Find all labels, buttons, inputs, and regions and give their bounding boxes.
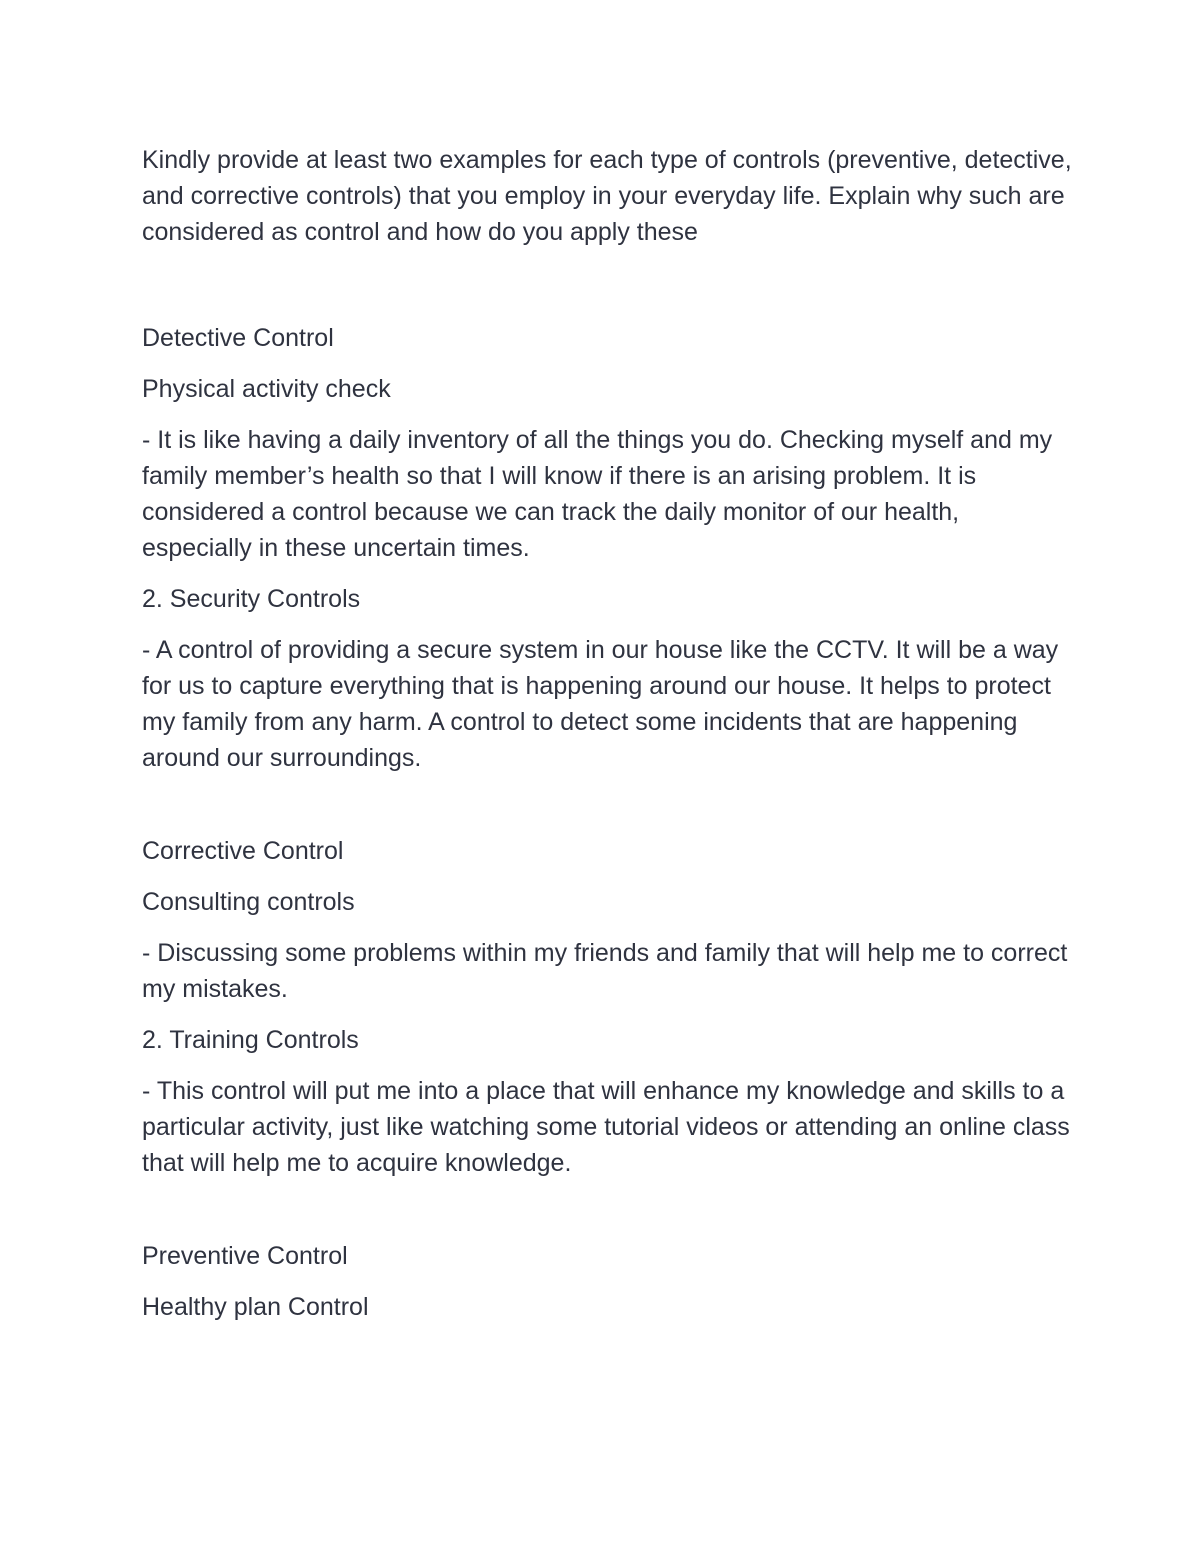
detective-item2-title: 2. Security Controls <box>142 585 361 613</box>
detective-item1-text: - It is like having a daily inventory of all the things you do. Checking myself and my family member’s health so that I will know if there is an arising problem. It is considered a control because we can track the daily monitor of our health, especially in these uncertain times. <box>142 426 1053 562</box>
corrective-item2-text: - This control will put me into a place that will enhance my knowledge and skills to a particular activity, just like watching some tutorial videos or attending an online class that will help me to acquire knowledge. <box>142 1077 1070 1177</box>
corrective-item1-text: - Discussing some problems within my friends and family that will help me to correct my mistakes. <box>142 939 1068 1003</box>
intro-paragraph: Kindly provide at least two examples for each type of controls (preventive, detective, and corrective controls) that you employ in your everyday life. Explain why such are considered as control and how do you apply these <box>142 146 1072 246</box>
corrective-heading: Corrective Control <box>142 837 344 865</box>
preventive-item1-title: Healthy plan Control <box>142 1293 369 1321</box>
corrective-item1-title: Consulting controls <box>142 888 355 916</box>
detective-item1-title: Physical activity check <box>142 375 391 403</box>
detective-heading: Detective Control <box>142 324 334 352</box>
document-body <box>142 142 1072 1340</box>
detective-item2-text: - A control of providing a secure system in our house like the CCTV. It will be a way for us to capture everything that is happening around our house. It helps to protect my family from any harm. A control to detect some incidents that are happening around our surroundings. <box>142 636 1059 772</box>
preventive-heading: Preventive Control <box>142 1242 348 1270</box>
corrective-item2-title: 2. Training Controls <box>142 1026 359 1054</box>
